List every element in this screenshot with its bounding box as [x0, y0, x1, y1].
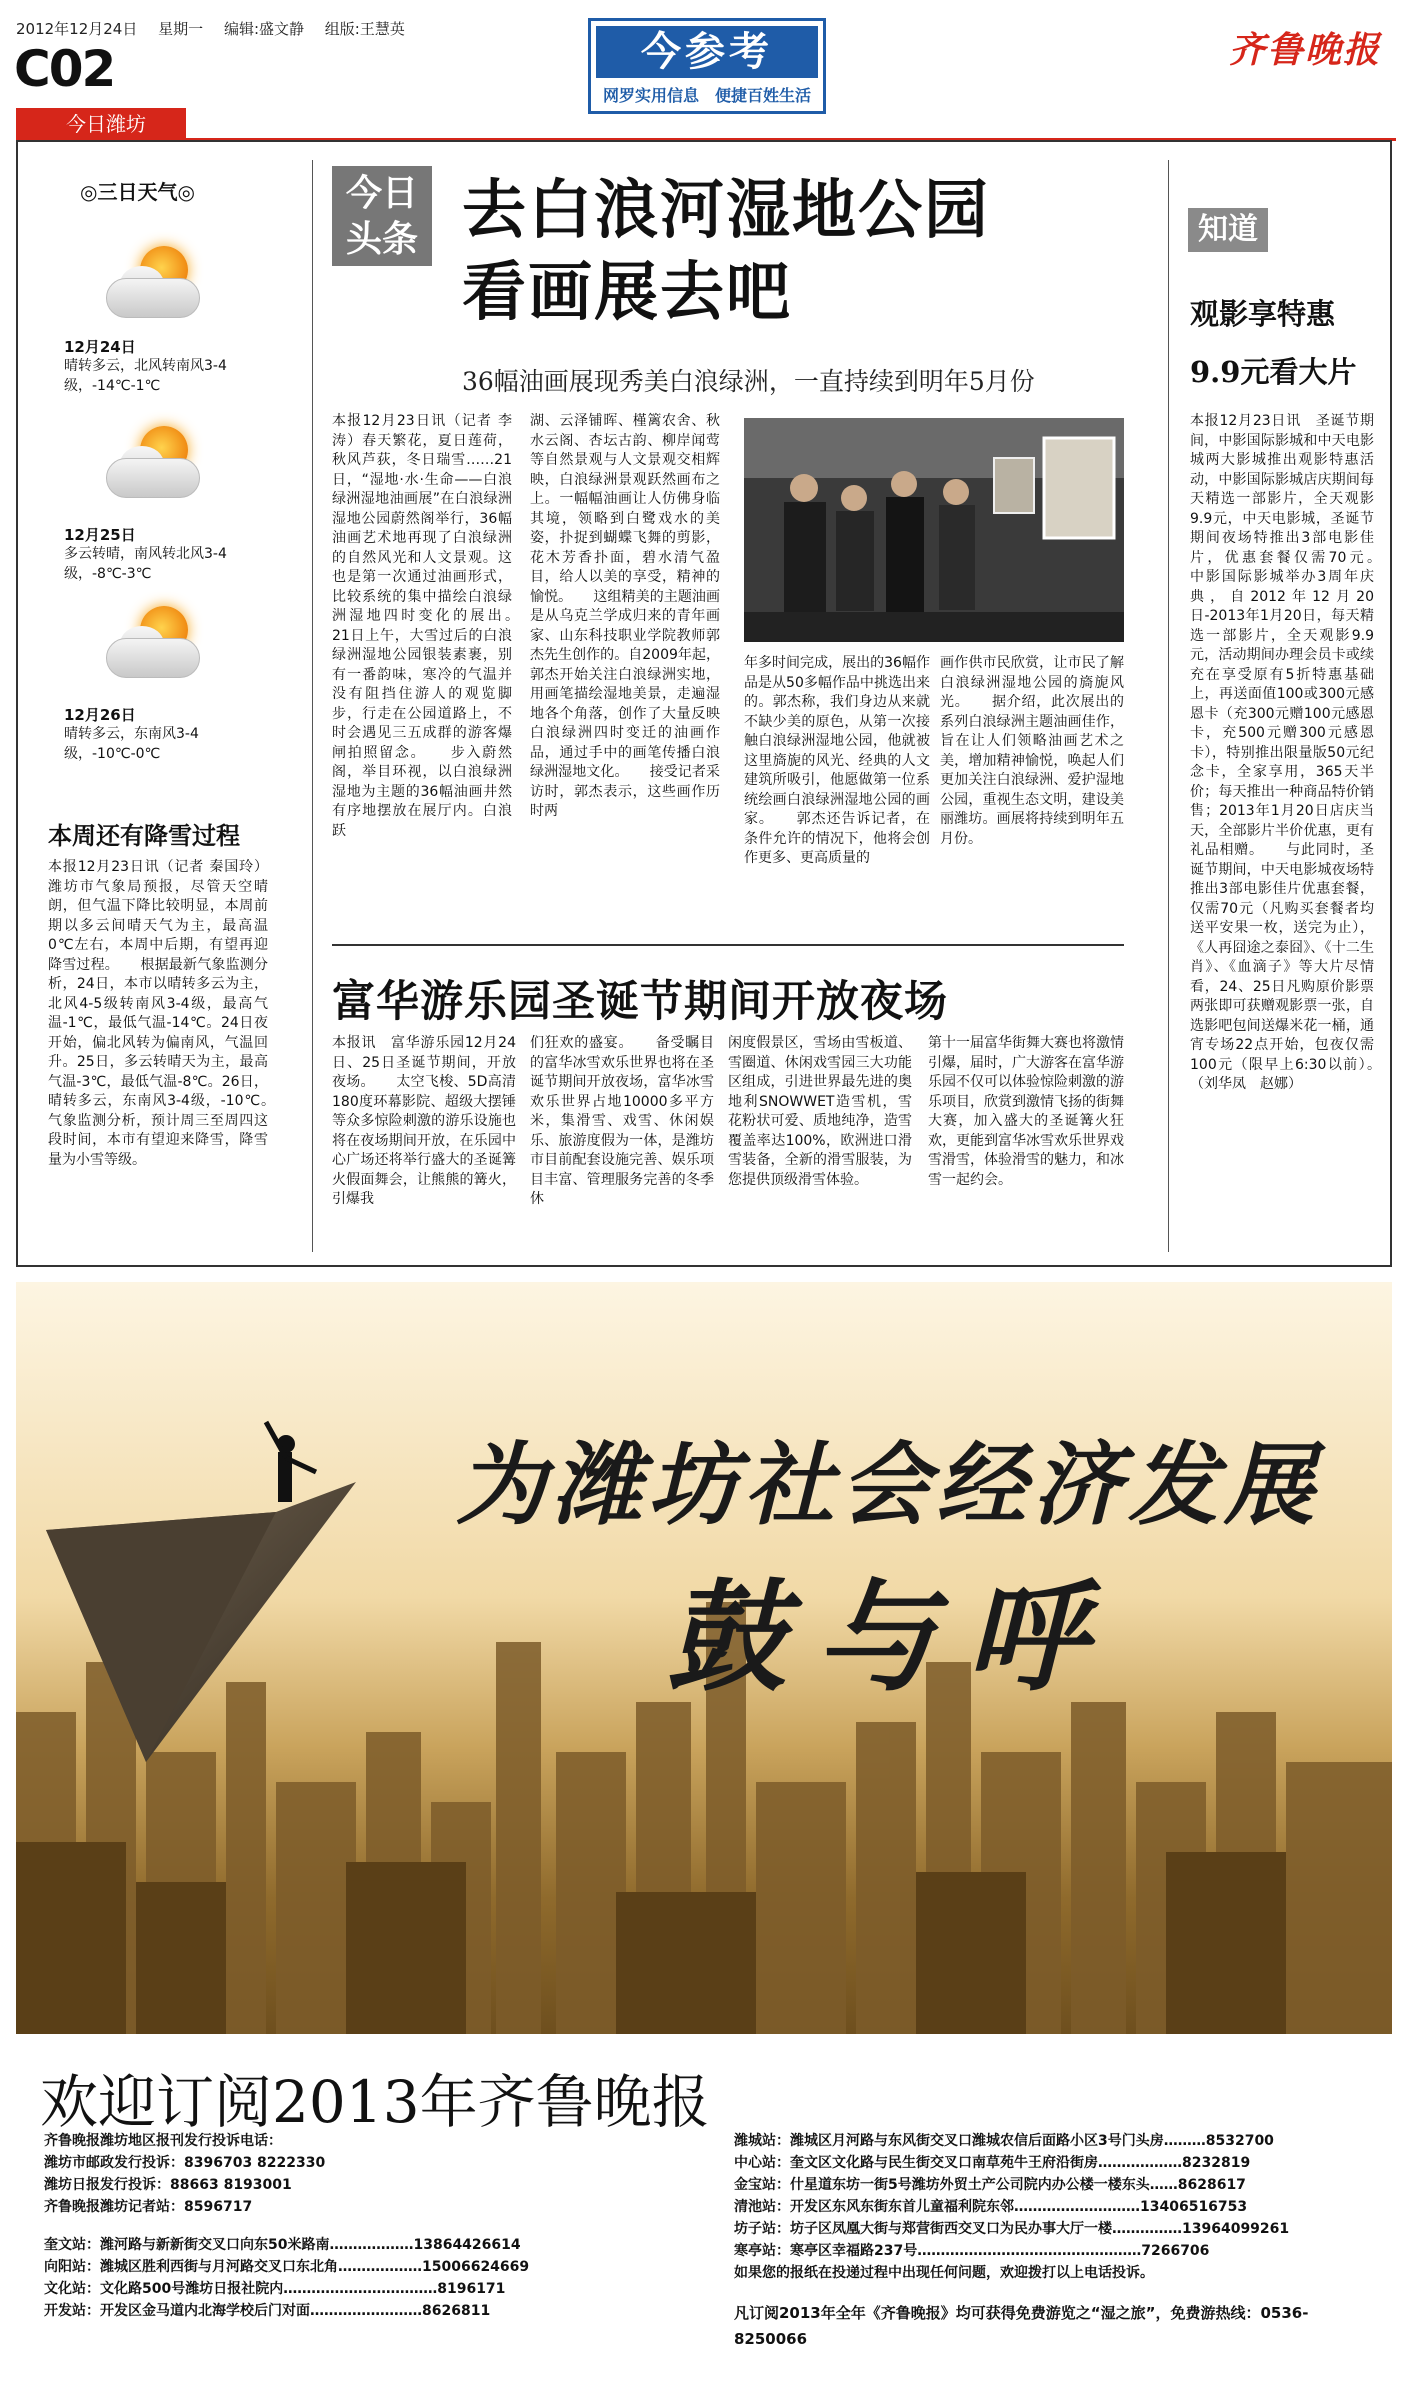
weather-title: ◎三日天气◎	[80, 180, 195, 204]
station-line: 金宝站：什星道东坊一街5号潍坊外贸土产公司院内办公楼一楼东头……8628617	[734, 2177, 1246, 2193]
story-divider	[332, 944, 1124, 946]
station-line: 清池站：开发区东风东街东首儿童福利院东邻………………………13406516753	[734, 2199, 1248, 2215]
exhibition-photo	[744, 418, 1124, 642]
station-line: 开发站：开发区金马道内北海学校后门对面……………………8626811	[44, 2303, 491, 2319]
column-logo	[588, 18, 826, 114]
phone-line: 齐鲁晚报潍坊记者站：8596717	[44, 2199, 253, 2215]
station-line: 中心站：奎文区文化路与民生街交叉口南草苑牛王府沿街房………………8232819	[734, 2155, 1251, 2171]
column-divider	[312, 160, 313, 1252]
lead-col4: 画作供市民欣赏，让市民了解白浪绿洲湿地公园的旖旎风光。 据介绍，此次展出的系列白浪绿洲主题油画佳作，旨在让人们领略油画艺术之美，增加精神愉悦，唤起人们更加关注白浪绿洲、爱护湿地公园，重视生态文明，建设美丽潍坊。画展将持续到明年五月份。	[940, 655, 1124, 847]
weather-day1-date: 12月24日	[64, 338, 136, 356]
issue-weekday: 星期一	[158, 20, 204, 38]
phone-line: 潍坊市邮政发行投诉：8396703 8222330	[44, 2155, 326, 2171]
weather-icon-partly-sunny	[100, 240, 210, 330]
lead-headline	[462, 170, 990, 334]
column-logo-subtitle: 网罗实用信息 便捷百姓生活	[602, 86, 811, 105]
know-headline-line2: 9.9元看大片	[1190, 355, 1357, 389]
station-line: 寒亭站：寒亭区幸福路237号…………………………………………7266706	[734, 2243, 1210, 2259]
know-badge: 知道	[1188, 208, 1268, 252]
station-line: 坊子站：坊子区凤凰大街与郑营街西交叉口为民办事大厅一楼……………13964099261	[734, 2221, 1290, 2237]
weather-day2-desc: 多云转晴，南风转北风3-4级，-8℃-3℃	[64, 546, 227, 582]
column-divider	[1168, 160, 1169, 1252]
station-line: 奎文站：潍河路与新新街交叉口向东50米路南………………13864426614	[44, 2237, 521, 2253]
station-line: 文化站：文化路500号潍坊日报社院内……………………………8196171	[44, 2281, 506, 2297]
ad-slogan-line1: 为潍坊社会经济发展	[456, 1432, 1320, 1538]
weather-article: 本报12月23日讯（记者 秦国玲）潍坊市气象局预报，尽管天空晴朗，但气温下降比较明显，本周前期以多云间晴天气为主，最高温0℃左右，本周中后期，有望再迎降雪过程。 根据最新气象监测分析，24日，本市以晴转多云为主，北风4-5级转南风3-4级，最高气温-1℃，最低气温-14℃。24日夜开始，偏北风转为偏南风，气温回升。25日，多云转晴天为主，最高气温-3℃，最低气温-8℃。26日，晴转多云，东南风3-4级，-10℃。 气象监测分析，预计周三至周四这段时间，本市有望迎来降雪，降雪量为小雪等级。	[48, 859, 268, 1168]
subscription-ad	[16, 1282, 1392, 2034]
subscribe-title: 欢迎订阅2013年齐鲁晚报	[40, 2068, 710, 2136]
story2-headline: 富华游乐园圣诞节期间开放夜场	[332, 977, 948, 1027]
weather-day2-date: 12月25日	[64, 526, 136, 544]
know-article: 本报12月23日讯 圣诞节期间，中影国际影城和中天电影城两大影城推出观影特惠活动，中影国际影城店庆期间每天精选一部影片，全天观影9.9元，中天电影城，圣诞节期间夜场特推出3部电影佳片，优惠套餐仅需70元。 中影国际影城举办3周年庆典，自2012年12月20日-2013年1月20日，每天精选一部影片，全天观影9.9元，活动期间办理会员卡或续充在享受原有5折特惠基础上，再送面值100或300元感恩卡（充300元赠100元感恩卡，充500元赠300元感恩卡），特别推出限量版50元纪念卡，全家享用，365天半价；每天推出一种商品特价销售；2013年1月20日店庆当天，全部影片半价优惠，更有礼品相赠。 与此同时，圣诞节期间，中天电影城夜场特推出3部电影佳片优惠套餐，仅需70元（凡购买套餐者均送平安果一枚，送完为止），《人再囧途之泰囧》、《十二生肖》、《血滴子》等大片尽情看，24、25日凡购原价影票两张即可获赠观影票一张，自选影吧包间送爆米花一桶，通宵专场22点开始，包夜仅需100元（限早上6:30以前）。 （刘华凤 赵娜）	[1190, 413, 1374, 1092]
lead-col1: 本报12月23日讯（记者 李涛）春天繁花，夏日莲荷，秋风芦荻，冬日瑞雪……21日，“湿地·水·生命——白浪绿洲湿地油画展”在白浪绿洲湿地公园蔚然阁举行，36幅油画艺术地再现了白浪绿洲的自然风光和人文景观。这也是第一次通过油画形式，比较系统的集中描绘白浪绿洲湿地四时变化的展出。 21日上午，大雪过后的白浪绿洲湿地公园银装素裹，别有一番韵味，寒冷的气温并没有阻挡住游人的观览脚步，行走在公园道路上，不时会遇见三五成群的游客爆闸拍照留念。 步入蔚然阁，举目环视，以白浪绿洲湿地为主题的36幅油画井然有序地摆放在展厅内。白浪跃	[332, 413, 512, 839]
story2-col4: 第十一届富华街舞大赛也将激情引爆，届时，广大游客在富华游乐园不仅可以体验惊险刺激的游乐项目，欣赏到激情飞扬的街舞大赛，加入盛大的圣诞篝火狂欢，更能到富华冰雪欢乐世界戏雪滑雪，体验滑雪的魅力，和冰雪一起约会。	[928, 1035, 1124, 1188]
weather-day1-desc: 晴转多云，北风转南风3-4级，-14℃-1℃	[64, 358, 227, 394]
editor-credit: 编辑:盛文静	[223, 20, 304, 38]
weather-icon-partly-sunny	[100, 420, 210, 510]
complaint-note: 如果您的报纸在投递过程中出现任何问题，欢迎拨打以上电话投诉。	[734, 2265, 1154, 2281]
story2-col2: 们狂欢的盛宴。 备受瞩目的富华冰雪欢乐世界也将在圣诞节期间开放夜场，富华冰雪欢乐世界占地10000多平方米，集滑雪、戏雪、休闲娱乐、旅游度假为一体，是潍坊市目前配套设施完善、娱乐项目丰富、管理服务完善的冬季休	[530, 1035, 714, 1207]
phone-line: 潍坊日报发行投诉：88663 8193001	[44, 2177, 292, 2193]
station-line: 向阳站：潍城区胜利西街与月河路交叉口东北角………………15006624669	[44, 2259, 530, 2275]
lead-col2: 湖、云泽铺晖、槿篱农舍、秋水云阁、杏坛古韵、柳岸闻莺等自然景观与人文景观交相辉映，白浪绿洲景观跃然画布之上。一幅幅油画让人仿佛身临其境，领略到白鹭戏水的美姿，扑捉到蝴蝶飞舞的剪影，花木芳香扑面，碧水清气盈目，给人以美的享受，精神的愉悦。 这组精美的主题油画是从乌克兰学成归来的青年画家、山东科技职业学院教师郭杰先生创作的。自2009年起，郭杰开始关注白浪绿洲实地，用画笔描绘湿地美景，走遍湿地各个角落，创作了大量反映白浪绿洲四时变迁的油画作品，通过手中的画笔传播白浪绿洲湿地文化。 接受记者采访时，郭杰表示，这些画作历时两	[530, 413, 720, 819]
weather-day3-date: 12月26日	[64, 706, 136, 724]
exhibition-photo-illustration	[744, 418, 1124, 642]
weather-day3-desc: 晴转多云，东南风3-4级，-10℃-0℃	[64, 726, 199, 762]
issue-date: 2012年12月24日	[16, 20, 138, 38]
page-meta	[16, 18, 421, 39]
section-tag: 今日潍坊	[16, 108, 186, 140]
lead-col3: 年多时间完成，展出的36幅作品是从50多幅作品中挑选出来的。郭杰称，我们身边从来就不缺少美的原色，从第一次接触白浪绿洲湿地公园，他就被这里旖旎的风光、经典的人文建筑所吸引，他愿做第一位系统绘画白浪绿洲湿地公园的画家。 郭杰还告诉记者，在条件允许的情况下，他将会创作更多、更高质量的	[744, 655, 930, 866]
lead-headline-line1: 去白浪河湿地公园	[462, 173, 990, 248]
lead-headline-line2: 看画展去吧	[462, 255, 792, 330]
lead-badge: 今日头条	[332, 166, 432, 266]
column-logo-title: 今参考	[596, 26, 818, 78]
weather-icon-partly-sunny	[100, 600, 210, 690]
subscribe-footer: 凡订阅2013年全年《齐鲁晚报》均可获得免费游览之“湿之旅”，免费游热线：0536-8250066	[734, 2304, 1309, 2348]
ad-slogan-line2: 鼓与呼	[666, 1567, 1116, 1708]
story2-col3: 闲度假景区，雪场由雪板道、雪圈道、休闲戏雪园三大功能区组成，引进世界最先进的奥地利SNOWWET造雪机，雪花粉状可爱、质地纯净，造雪覆盖率达100%，欧洲进口滑雪装备，全新的滑雪服装，为您提供顶级滑雪体验。	[728, 1035, 912, 1188]
newspaper-brand: 齐鲁晚报	[1228, 29, 1381, 71]
page-number: C02	[14, 40, 115, 98]
lead-deck: 36幅油画展现秀美白浪绿洲，一直持续到明年5月份	[462, 367, 1035, 396]
layout-credit: 组版:王慧英	[324, 20, 405, 38]
phones-header: 齐鲁晚报潍坊地区报刊发行投诉电话：	[44, 2133, 282, 2149]
story2-col1: 本报讯 富华游乐园12月24日、25日圣诞节期间，开放夜场。 太空飞梭、5D高清180度环幕影院、超级大摆锤等众多惊险刺激的游乐设施也将在夜场期间开放，在乐园中心广场还将举行盛大的圣诞篝火假面舞会，让熊熊的篝火，引爆我	[332, 1035, 516, 1207]
station-line: 潍城站：潍城区月河路与东风街交叉口潍城农信后面路小区3号门头房………8532700	[734, 2133, 1274, 2149]
weather-subhead: 本周还有降雪过程	[48, 821, 240, 850]
know-headline-line1: 观影享特惠	[1190, 297, 1336, 331]
